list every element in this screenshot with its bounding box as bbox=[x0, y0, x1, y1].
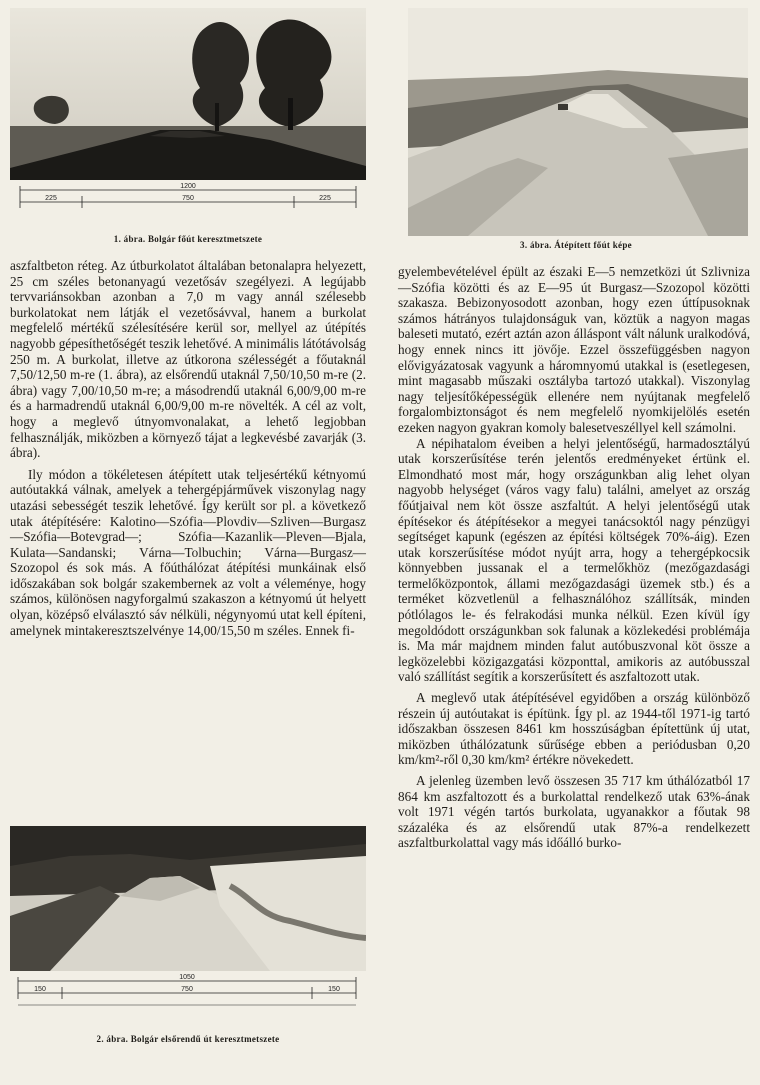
figure-1 bbox=[10, 8, 366, 248]
right-column bbox=[398, 264, 750, 851]
right-paragraph-2: A népihatalom éveiben a helyi jelentőségű, harmadosztályú utak korszerűsítése terén jelentős eredményeket értünk el. Elmondható most már, hogy országunkban alig lehet olyan nagyobb helységet (város vagy falu) találni, amelyet az ország főútjaival nem köt össze aszfaltút. A helyi jelentőségű utak építésekor és átépítésekor a megyei tanácsoktól nagy pénzügyi segítséget kapunk (egészen az építési költségek 70%-áig). Ezen utak korszerűsítése módot nyújt arra, hogy a tehergépkocsik könnyebben jussanak el a termelőkhöz (mezőgazdasági termelőközpontok, állami mezőgazdasági üzemek stb.) és a terméket közvetlenül a felhasználóhoz szállítsák, minden pótlólagos le- és felrakodási munka nélkül. Ezen kívül így megoldódott országunkban sok falunak a közlekedési problémája is. Ma már majdnem minden falut autóbuszvonal köt össze a legközelebbi közigazgatási központtal, amikoris az autóbusszal való szállítást segítik a korszerűsített és aszfaltozott utak. bbox=[398, 435, 750, 685]
fig2-dim-inner: 750 bbox=[181, 986, 193, 993]
left-column bbox=[10, 258, 366, 638]
left-paragraph-2: Ily módon a tökéletesen átépített utak teljesértékű kétnyomú autóutakká válnak, amelyek a tehergépjárművek viszonylag nagy utazási sebességét teszik lehetővé. Így került sor pl. a következő utak átépítésére: Kalotino—Szófia—Plovdiv—Szliven—Burgasz—Szófia—Botevgrad—; Szófia—Kazanlik—Pleven—Bjala, Kulata—Sandanski; Várna—Tolbuchin; Várna—Burgasz—Szozopol és sok más. A főúthálózat átépítési munkáinak első időszakában sok bolgár szakembernek az volt a véleménye, hogy számos, különösen nagyforgalmú szakaszon a kétnyomú út helyett olyan, középső elválasztó sáv nélküli, négynyomú utat kell építeni, amelynek mintakeresztszelvénye 14,00/15,50 m széles. Ennek fi- bbox=[10, 466, 366, 638]
right-paragraph-3: A meglevő utak átépítésével egyidőben a ország különböző részein új autóutakat is építünk. Így pl. az 1944-től 1971-ig tartó időszakban összesen 8461 km hosszúságban építettünk új utat, miközben úthálózatunk sűrűsége ebben a periódusban 0,20 km/km²-ről 0,30 km/km² értékre növekedett. bbox=[398, 690, 750, 768]
fig1-dim-left: 225 bbox=[45, 195, 57, 202]
fig2-dim-total: 1050 bbox=[179, 974, 195, 981]
fig2-dim-left: 150 bbox=[34, 986, 46, 993]
figure-2-caption: 2. ábra. Bolgár elsőrendű út keresztmetszete bbox=[96, 1034, 280, 1044]
figure-3 bbox=[398, 8, 754, 253]
figure-1-caption: 1. ábra. Bolgár főút keresztmetszete bbox=[113, 234, 263, 244]
figure-3-photo bbox=[408, 8, 748, 236]
figure-2-dimension-diagram bbox=[10, 971, 366, 1027]
right-paragraph-4: A jelenleg üzemben levő összesen 35 717 km úthálózatból 17 864 km aszfaltozott és a burkolattal rendelkező utak 63%-ának volt 1971 végén tartós burkolata, ugyanakkor a főutak 98 százaléka és az elsőrendű utak 87%-a rendelkezett aszfaltburkolattal vagy más időálló burko- bbox=[398, 773, 750, 851]
fig1-dim-right: 225 bbox=[319, 195, 331, 202]
fig1-dim-inner: 750 bbox=[182, 195, 194, 202]
figure-2-photo bbox=[10, 826, 366, 971]
fig1-dim-total: 1200 bbox=[180, 183, 196, 190]
figure-3-caption: 3. ábra. Átépített főút képe bbox=[520, 240, 632, 250]
fig2-dim-right: 150 bbox=[328, 986, 340, 993]
road-photo-1 bbox=[10, 8, 366, 180]
figure-1-dimension-diagram bbox=[10, 180, 366, 228]
road-photo-3 bbox=[408, 8, 748, 236]
right-paragraph-1: gyelembevételével épült az északi E—5 nemzetközi út Szlivniza—Szófia közötti és az E—95 út Burgasz—Szozopol közötti szakasza. Bebizonyosodott azonban, hogy ezen úttípusoknak számos hátrányos tulajdonságuk van, köztük a nagyon magas baleseti mutató, ezért aztán azon álláspont vált nálunk uralkodóvá, hogy ennek nincs itt jövője. Ezzel összefüggésben nagyon elővigyázatosak vagyunk a háromnyomú utakkal is (esetlegesen, mint magasabb műszaki osztályba tartozó utakkal). Viszonylag nagy teljesítőképességük ellenére nem nyújtanak megfelelő forgalombiztonságot és nem megfelelő nyomkijelölés esetén ezeken nagyon gyakran komoly balesetveszéllyel kell számolni. bbox=[398, 264, 750, 435]
road-photo-2 bbox=[10, 826, 366, 971]
figure-1-photo bbox=[10, 8, 366, 180]
figure-2 bbox=[10, 826, 366, 1051]
left-paragraph-1: aszfaltbeton réteg. Az útburkolatot általában betonalapra helyezett, 25 cm széles betonanyagú vezetősáv szegélyezi. A legújabb tervvariánsokban azonban a 7,0 m vagy annál szélesebb burkolatokat nem látják el vezetősávval, hanem a burkolat megfelelő mértékű szélesítésére kerül sor, mellyel az útépítés nagyobb gépesíthetőségét teszik lehetővé. A minimális látótávolság 250 m. A burkolat, illetve az útkorona szélességét a főutaknál 7,50/12,50 m-re (1. ábra), az elsőrendű utaknál 7,50/10,50 m-re (2. ábra) vagy 7,00/10,50 m-re; a másodrendű utaknál 6,00/9,00 m-re és a harmadrendű utaknál 6,00/9,00 m-re növelték. A cél az volt, hogy a meglevő útnyomvonalakat, a lehető legjobban felhasználják, miközben a környező tájat a legkevésbé zavarják (3. ábra). bbox=[10, 258, 366, 461]
